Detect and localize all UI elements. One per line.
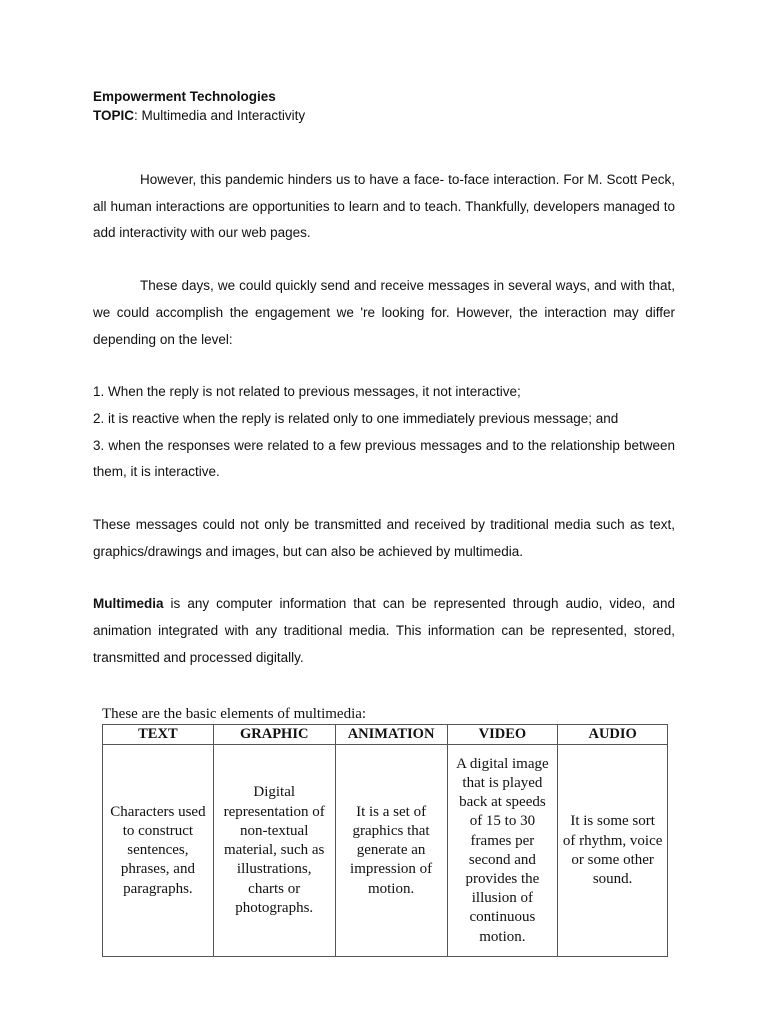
topic-value: : Multimedia and Interactivity bbox=[134, 108, 306, 123]
topic-line bbox=[93, 106, 675, 125]
paragraph-pandemic: However, this pandemic hinders us to have a face- to-face interaction. For M. Scott Peck, all human interactions are opportunities to learn and to teach. Thankfully, developers managed to add interactivity with our web pages. bbox=[93, 172, 675, 241]
cell-text-description: Characters used to construct sentences, phrases, and paragraphs. bbox=[103, 745, 214, 957]
document-body bbox=[93, 87, 675, 672]
header-audio: AUDIO bbox=[558, 725, 668, 745]
paragraph-multimedia-definition bbox=[93, 591, 675, 671]
list-item-3: 3. when the responses were related to a few previous messages and to the relationship between them, it is interactive. bbox=[93, 437, 675, 480]
cell-video-description: A digital image that is played back at speeds of 15 to 30 frames per second and provides the illusion of continuous motion. bbox=[447, 745, 558, 957]
table-row bbox=[103, 745, 668, 957]
header-text: TEXT bbox=[103, 725, 214, 745]
table-header-row bbox=[103, 725, 668, 745]
cell-graphic-description: Digital representation of non-textual material, such as illustrations, charts or photographs. bbox=[213, 745, 335, 957]
header-video: VIDEO bbox=[447, 725, 558, 745]
cell-audio-description: It is some sort of rhythm, voice or some other sound. bbox=[558, 745, 668, 957]
paragraph-messages: These days, we could quickly send and receive messages in several ways, and with that, we could accomplish the engagement we 're looking for. However, the interaction may differ depending on the level: bbox=[93, 278, 675, 347]
table-caption: These are the basic elements of multimedia: bbox=[102, 706, 367, 722]
definition-text: is any computer information that can be represented through audio, video, and animation integrated with any traditional media. This information can be represented, stored, transmitted and processed digitally. bbox=[93, 596, 675, 665]
term-multimedia: Multimedia bbox=[93, 596, 164, 612]
header-graphic: GRAPHIC bbox=[213, 725, 335, 745]
topic-label: TOPIC bbox=[93, 108, 135, 123]
cell-animation-description: It is a set of graphics that generate an impression of motion. bbox=[335, 745, 447, 957]
list-item-1: 1. When the reply is not related to previous messages, it not interactive; bbox=[93, 384, 521, 400]
list-item-2: 2. it is reactive when the reply is related only to one immediately previous message; and bbox=[93, 410, 619, 426]
paragraph-traditional-media: These messages could not only be transmitted and received by traditional media such as text, graphics/drawings and images, but can also be achieved by multimedia. bbox=[93, 517, 675, 559]
subject-heading: Empowerment Technologies bbox=[93, 89, 276, 104]
multimedia-elements-table bbox=[102, 724, 668, 957]
header-animation: ANIMATION bbox=[335, 725, 447, 745]
